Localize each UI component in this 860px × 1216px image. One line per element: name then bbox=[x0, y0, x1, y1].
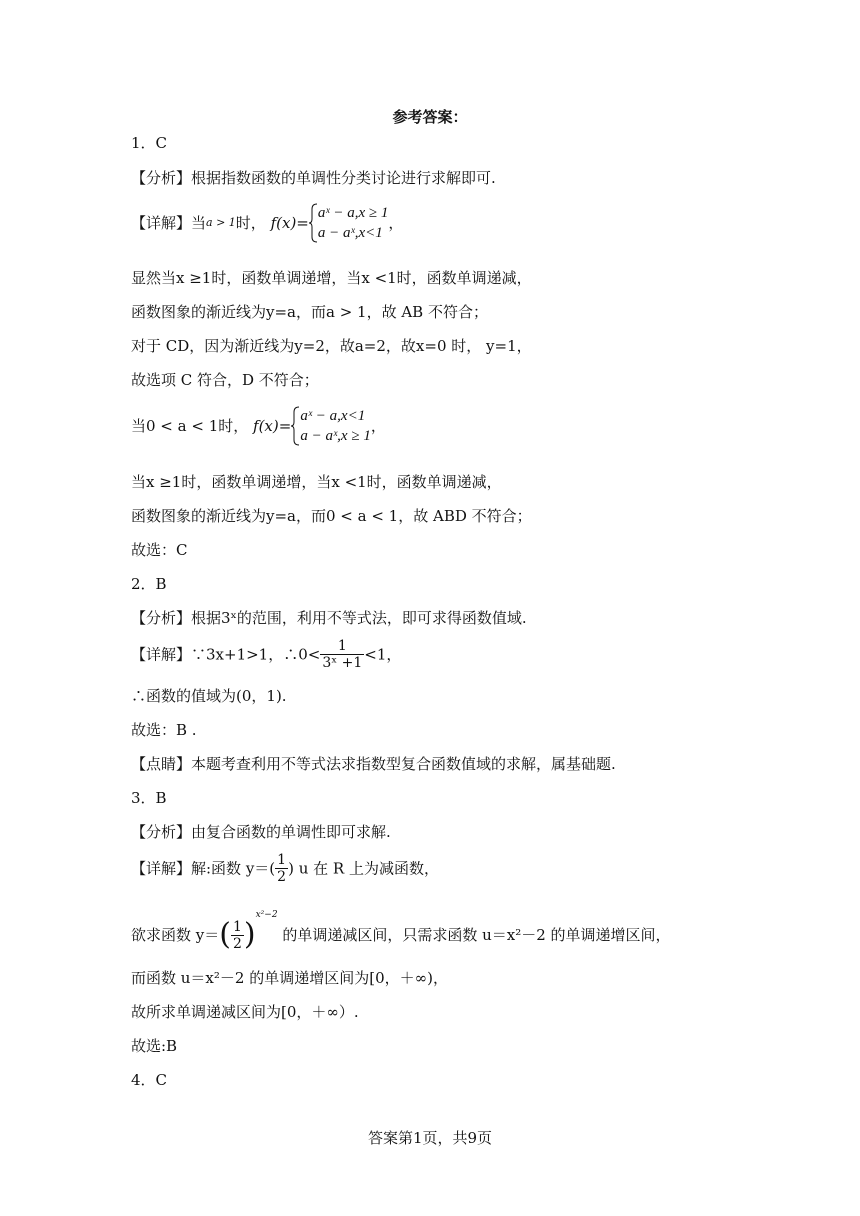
q2-detail-suffix: <1， bbox=[364, 645, 402, 664]
q3-detail-suffix: ) u 在 R 上为减函数， bbox=[288, 859, 439, 878]
left-paren-icon: ( bbox=[219, 917, 231, 952]
q1-line10: 故选：C bbox=[131, 541, 188, 559]
q3-frac2-num: 1 bbox=[232, 918, 242, 935]
q1-case1-bottom: a − aˣ,x<1 bbox=[317, 225, 383, 241]
q3-exponent: x²−2 bbox=[255, 910, 278, 920]
q1-detail-prefix: 【详解】当 bbox=[131, 214, 207, 232]
q1-fx: f(x)= bbox=[270, 214, 309, 232]
q3-frac2-den: 2 bbox=[232, 935, 242, 952]
q1-cases-1 bbox=[318, 203, 389, 243]
q2-analysis: 【分析】根据3ˣ的范围，利用不等式法，即可求得函数值域. bbox=[131, 609, 527, 627]
q3-fraction bbox=[275, 852, 288, 885]
q3-line4: 而函数 u＝x²－2 的单调递增区间为[0，＋∞)， bbox=[131, 969, 448, 987]
q1-line4: 函数图象的渐近线为y=a，而a > 1，故 AB 不符合； bbox=[131, 303, 488, 321]
q2-detail bbox=[131, 638, 401, 678]
left-brace-icon bbox=[309, 203, 318, 243]
page-footer: 答案第1页，共9页 bbox=[367, 1129, 493, 1147]
q3-frac-num: 1 bbox=[277, 852, 287, 868]
q3-detail-prefix: 【详解】解:函数 y＝( bbox=[131, 859, 276, 878]
q1-line9: 函数图象的渐近线为y=a，而0 < a < 1，故 ABD 不符合； bbox=[131, 507, 532, 525]
q3-line6: 故选:B bbox=[131, 1037, 178, 1055]
q3-frac-den: 2 bbox=[277, 869, 287, 885]
q3-number: 3．B bbox=[131, 789, 167, 807]
q1-detail bbox=[131, 203, 403, 251]
q3-analysis: 【分析】由复合函数的单调性即可求解. bbox=[131, 823, 391, 841]
q1-line3: 显然当x ≥1时，函数单调递增，当x <1时，函数单调递减， bbox=[131, 269, 532, 287]
q2-comment: 【点睛】本题考查利用不等式法求指数型复合函数值域的求解，属基础题. bbox=[131, 755, 616, 773]
q3-line3 bbox=[131, 905, 671, 955]
q3-line3-prefix: 欲求函数 y＝ bbox=[131, 926, 220, 944]
q3-detail bbox=[131, 852, 439, 892]
q2-number: 2．B bbox=[131, 575, 167, 593]
q2-frac-den: 3ˣ +1 bbox=[322, 655, 363, 671]
q1-analysis: 【分析】根据指数函数的单调性分类讨论进行求解即可. bbox=[131, 169, 496, 187]
page-title: 参考答案： bbox=[392, 108, 468, 126]
q1-line5: 对于 CD，因为渐近线为y=2，故a=2，故x=0 时， y=1， bbox=[131, 337, 532, 355]
q1-line7-prefix: 当0 < a < 1时， bbox=[131, 417, 249, 435]
q2-fraction bbox=[320, 638, 364, 671]
q1-case2-bottom: a − aˣ,x ≥ 1 bbox=[300, 428, 371, 444]
q1-case1-top: aˣ − a,x ≥ 1 bbox=[317, 205, 389, 221]
q1-detail-2 bbox=[131, 406, 386, 454]
q4-number: 4．C bbox=[131, 1071, 168, 1089]
right-paren-icon: ) bbox=[243, 917, 256, 952]
left-brace-icon bbox=[291, 406, 300, 446]
q1-fx-2: f(x)= bbox=[253, 417, 292, 435]
q1-comma: ， bbox=[388, 214, 404, 232]
q1-condition: a > 1 bbox=[206, 216, 236, 229]
q1-cases-2 bbox=[300, 406, 371, 446]
q1-line6: 故选项 C 符合，D 不符合； bbox=[131, 371, 319, 389]
q1-line8: 当x ≥1时，函数单调递增，当x <1时，函数单调递减， bbox=[131, 473, 502, 491]
q2-line4: 故选：B . bbox=[131, 721, 197, 739]
q2-line3: ∴函数的值域为(0，1). bbox=[131, 687, 287, 705]
q1-comma-2: ， bbox=[370, 417, 386, 435]
q3-line3-suffix: 的单调递减区间，只需求函数 u＝x²－2 的单调递增区间， bbox=[277, 926, 671, 944]
q1-when: 时， bbox=[235, 214, 266, 232]
q3-fraction-2 bbox=[231, 919, 244, 952]
q1-case2-top: aˣ − a,x<1 bbox=[300, 408, 366, 424]
q3-line5: 故所求单调递减区间为[0，＋∞）. bbox=[131, 1003, 359, 1021]
q2-frac-num: 1 bbox=[320, 638, 364, 655]
q1-number: 1．C bbox=[131, 134, 168, 152]
q2-detail-prefix: 【详解】∵3x+1>1，∴0< bbox=[131, 645, 321, 664]
